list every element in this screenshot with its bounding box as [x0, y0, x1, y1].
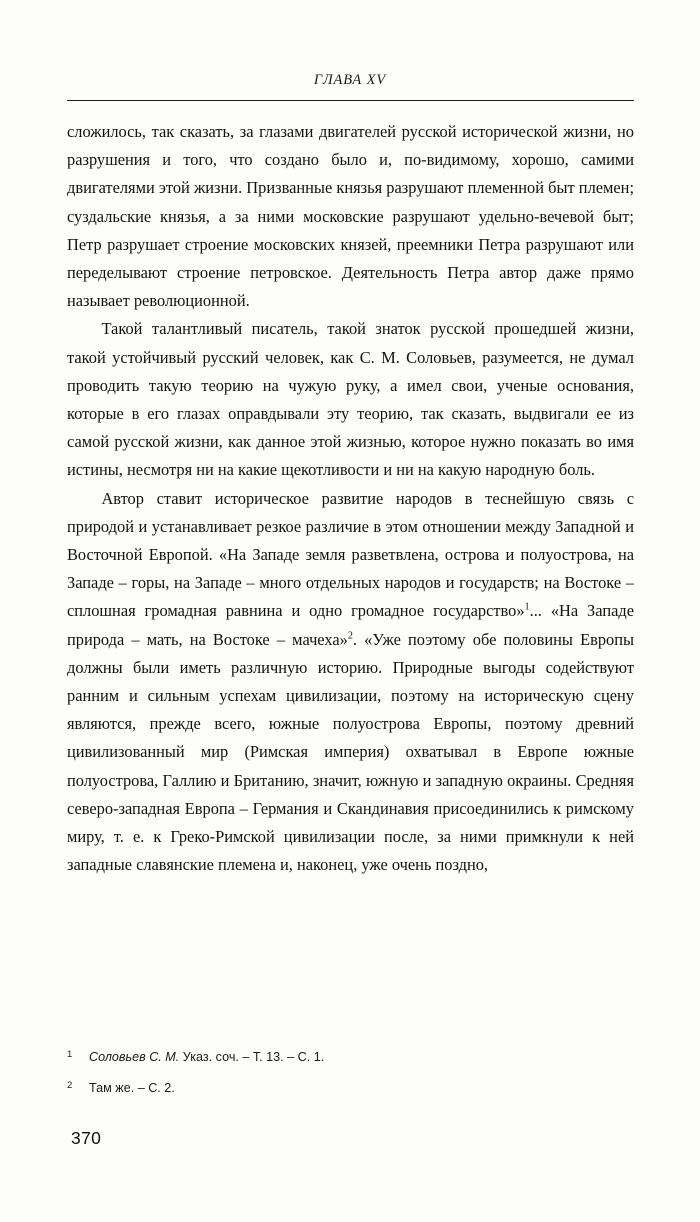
footnotes-block: [67, 1049, 634, 1111]
paragraph-3-part-2: ... «На Западе природа – мать, на Востоке – мачеха»: [67, 601, 634, 649]
footnote-ref-1[interactable]: 1: [524, 601, 530, 613]
footnote-ref-2[interactable]: 2: [347, 630, 353, 642]
footnote-1-rest: Указ. соч. – Т. 13. – С. 1.: [179, 1050, 325, 1064]
paragraph-1: сложилось, так сказать, за глазами двигателей русской исторической жизни, но разрушения и того, что создано было и, по-видимому, хорошо, самими двигателями этой жизни. Призванные князья разрушают племенной быт племен; суздальские князья, а за ними московские разрушают удельно-вечевой быт; Петр разрушает строение московских князей, преемники Петра разрушают или переделывают строение петровское. Деятельность Петра автор даже прямо называет революционной.: [67, 122, 634, 311]
page-number: 370: [71, 1128, 102, 1148]
running-head: ГЛАВА XV: [313, 72, 387, 88]
footnote-1-text: [89, 1050, 324, 1064]
paragraph-2: Такой талантливый писатель, такой знаток русской прошедшей жизни, такой устойчивый русский человек, как С. М. Соловьев, разумеется, не думал проводить такую теорию на чужую руку, а имел свои, ученые основания, которые в его глазах оправдывали эту теорию, так сказать, выдвигали ее из самой русской жизни, как данное этой жизнью, которое нужно показать во имя истины, несмотря ни на какие щекотливости и ни на какую народную боль.: [67, 319, 634, 480]
footnote-2-text: [89, 1081, 175, 1095]
paragraph-3-part-3: . «Уже поэтому обе половины Европы должны были иметь различную историю. Природные выгоды содействуют ранним и сильным успехам цивилизации, поэтому на историческую сцену являются, прежде всего, южные полуострова Европы, поэтому древний цивилизованный мир (Римская империя) охватывал в Европе южные полуострова, Галлию и Британию, значит, южную и западную окраины. Средняя северо-западная Европа – Германия и Скандинавия присоединились к римскому миру, т. е. к Греко-Римской цивилизации после, за ними примкнули к ней западные славянские племена и, наконец, уже очень поздно,: [67, 629, 634, 875]
footnote-1-author: Соловьев С. М.: [89, 1050, 180, 1064]
footnote-1: [67, 1049, 634, 1066]
footnote-2-rest: Там же. – С. 2.: [89, 1081, 175, 1095]
header-rule: [67, 100, 634, 101]
footnote-2-marker: 2: [67, 1080, 73, 1091]
body-text-block: [67, 118, 634, 879]
footnote-2: [67, 1080, 634, 1097]
footnote-1-marker: 1: [67, 1049, 73, 1060]
paragraph-3-part-1: Автор ставит историческое развитие народов в теснейшую связь с природой и устанавливает резкое различие в этом отношении между Западной и Восточной Европой. «На Западе земля разветвлена, острова и полуострова, на Западе – горы, на Западе – много отдельных народов и государств; на Востоке – сплошная громадная равнина и одно громадное государство»: [67, 488, 634, 621]
paragraph-3: [67, 485, 634, 880]
